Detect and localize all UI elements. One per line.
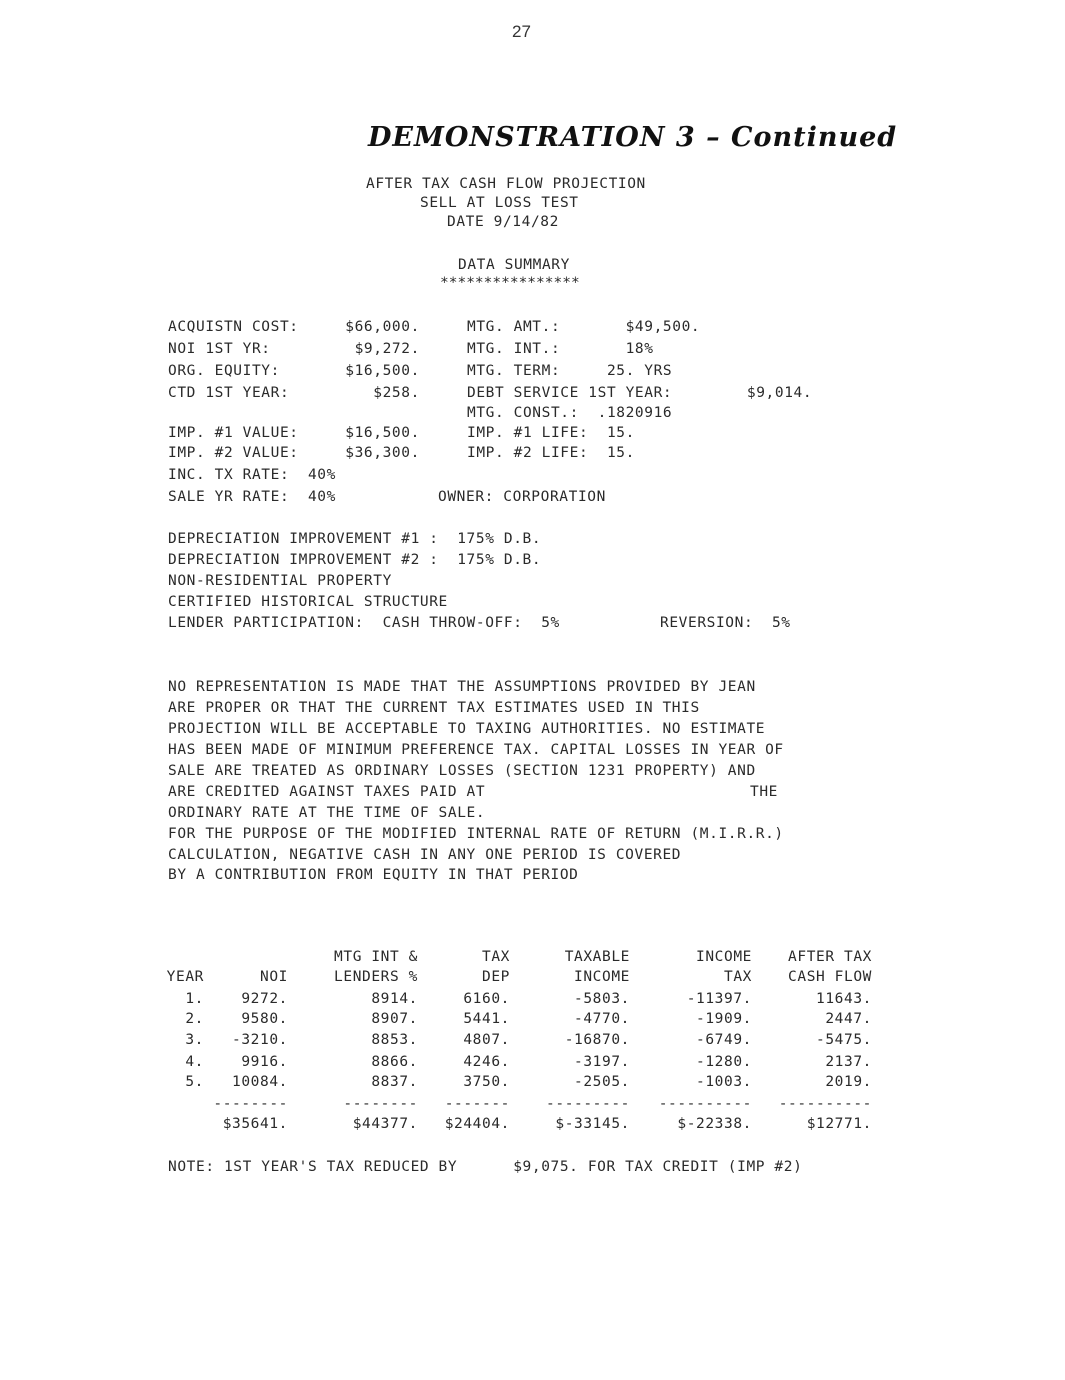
imp2-value: IMP. #2 VALUE: $36,300. [168, 445, 420, 461]
table-row-col-4: -4770. [574, 1011, 630, 1027]
table-row-col-0: 5. [185, 1074, 204, 1090]
table-row-col-6: 11643. [816, 991, 872, 1007]
noi-1st-yr: NOI 1ST YR: $9,272. [168, 341, 420, 357]
table-row-col-1: 9580. [241, 1011, 288, 1027]
mtg-amt: MTG. AMT.: $49,500. [467, 319, 701, 335]
owner: OWNER: CORPORATION [438, 489, 606, 505]
table-row-col-5: -1003. [696, 1074, 752, 1090]
debt-service: DEBT SERVICE 1ST YEAR: $9,014. [467, 385, 813, 401]
table-row-col-4: -16870. [564, 1032, 630, 1048]
table-totals-col-2: $44377. [352, 1116, 418, 1132]
table-row-col-5: -11397. [686, 991, 752, 1007]
historical-structure: CERTIFIED HISTORICAL STRUCTURE [168, 594, 448, 610]
table-totals-col-5: $-22338. [677, 1116, 752, 1132]
table-dashes-col-3: ------- [444, 1096, 510, 1112]
table-header-bottom-col-3: DEP [482, 969, 510, 985]
header-line-3: DATE 9/14/82 [447, 214, 559, 230]
table-dashes-col-5: ---------- [658, 1096, 752, 1112]
table-row-col-1: 9272. [241, 991, 288, 1007]
imp2-life: IMP. #2 LIFE: 15. [467, 445, 635, 461]
depreciation-imp-2: DEPRECIATION IMPROVEMENT #2 : 175% D.B. [168, 552, 542, 568]
table-row-col-0: 4. [185, 1054, 204, 1070]
table-row-col-2: 8866. [371, 1054, 418, 1070]
table-row-col-4: -3197. [574, 1054, 630, 1070]
table-header-bottom-col-2: LENDERS % [334, 969, 418, 985]
page-number: 27 [512, 22, 531, 41]
table-row-col-6: 2137. [825, 1054, 872, 1070]
table-header-bottom-col-0: YEAR [166, 969, 204, 985]
table-dashes-col-1: -------- [213, 1096, 288, 1112]
disclaimer-line: FOR THE PURPOSE OF THE MODIFIED INTERNAL RATE OF RETURN (M.I.R.R.) [168, 826, 784, 842]
table-totals-col-6: $12771. [806, 1116, 872, 1132]
table-row-col-3: 5441. [463, 1011, 510, 1027]
disclaimer-line: ARE CREDITED AGAINST TAXES PAID AT [168, 784, 486, 800]
table-totals-col-1: $35641. [222, 1116, 288, 1132]
table-row-col-3: 4807. [463, 1032, 510, 1048]
table-row-col-5: -1280. [696, 1054, 752, 1070]
table-row-col-0: 3. [185, 1032, 204, 1048]
depreciation-imp-1: DEPRECIATION IMPROVEMENT #1 : 175% D.B. [168, 531, 542, 547]
table-row-col-5: -1909. [696, 1011, 752, 1027]
org-equity: ORG. EQUITY: $16,500. [168, 363, 420, 379]
table-row-col-1: 9916. [241, 1054, 288, 1070]
table-row-col-6: 2447. [825, 1011, 872, 1027]
table-row-col-0: 1. [185, 991, 204, 1007]
table-row-col-2: 8853. [371, 1032, 418, 1048]
disclaimer-line: NO REPRESENTATION IS MADE THAT THE ASSUMPTIONS PROVIDED BY JEAN [168, 679, 756, 695]
table-totals-col-3: $24404. [444, 1116, 510, 1132]
table-row-col-2: 8907. [371, 1011, 418, 1027]
table-dashes-col-6: ---------- [778, 1096, 872, 1112]
imp1-value: IMP. #1 VALUE: $16,500. [168, 425, 420, 441]
handwritten-title: DEMONSTRATION 3 – Continued [368, 122, 898, 153]
table-row-col-3: 4246. [463, 1054, 510, 1070]
mtg-const: MTG. CONST.: .1820916 [467, 405, 673, 421]
table-dashes-col-2: -------- [343, 1096, 418, 1112]
header-line-1: AFTER TAX CASH FLOW PROJECTION [366, 176, 646, 192]
table-row-col-0: 2. [185, 1011, 204, 1027]
reversion: REVERSION: 5% [660, 615, 791, 631]
disclaimer-line: SALE ARE TREATED AS ORDINARY LOSSES (SECTION 1231 PROPERTY) AND [168, 763, 756, 779]
table-header-top-col-2: MTG INT & [334, 949, 418, 965]
table-header-bottom-col-6: CASH FLOW [788, 969, 872, 985]
lender-participation: LENDER PARTICIPATION: CASH THROW-OFF: 5% [168, 615, 560, 631]
table-header-bottom-col-5: TAX [724, 969, 752, 985]
sale-yr-rate: SALE YR RATE: 40% [168, 489, 336, 505]
table-row-col-3: 6160. [463, 991, 510, 1007]
disclaimer-line: HAS BEEN MADE OF MINIMUM PREFERENCE TAX. CAPITAL LOSSES IN YEAR OF [168, 742, 784, 758]
mtg-term: MTG. TERM: 25. YRS [467, 363, 673, 379]
ctd-1st-year: CTD 1ST YEAR: $258. [168, 385, 420, 401]
disclaimer-line: PROJECTION WILL BE ACCEPTABLE TO TAXING AUTHORITIES. NO ESTIMATE [168, 721, 766, 737]
disclaimer-line: ARE PROPER OR THAT THE CURRENT TAX ESTIMATES USED IN THIS [168, 700, 700, 716]
table-row-col-6: 2019. [825, 1074, 872, 1090]
table-header-bottom-col-1: NOI [260, 969, 288, 985]
non-residential: NON-RESIDENTIAL PROPERTY [168, 573, 392, 589]
table-dashes-col-4: --------- [546, 1096, 630, 1112]
table-row-col-5: -6749. [696, 1032, 752, 1048]
table-header-top-col-4: TAXABLE [564, 949, 630, 965]
table-header-top-col-5: INCOME [696, 949, 752, 965]
inc-tx-rate: INC. TX RATE: 40% [168, 467, 336, 483]
table-row-col-6: -5475. [816, 1032, 872, 1048]
header-line-2: SELL AT LOSS TEST [420, 195, 579, 211]
table-header-top-col-6: AFTER TAX [788, 949, 872, 965]
table-row-col-1: 10084. [232, 1074, 288, 1090]
table-row-col-2: 8914. [371, 991, 418, 1007]
table-row-col-2: 8837. [371, 1074, 418, 1090]
disclaimer-line: CALCULATION, NEGATIVE CASH IN ANY ONE PERIOD IS COVERED [168, 847, 682, 863]
table-header-top-col-3: TAX [482, 949, 510, 965]
table-row-col-4: -2505. [574, 1074, 630, 1090]
imp1-life: IMP. #1 LIFE: 15. [467, 425, 635, 441]
summary-title: DATA SUMMARY [458, 257, 570, 273]
disclaimer-the: THE [750, 784, 778, 800]
table-totals-col-4: $-33145. [555, 1116, 630, 1132]
mtg-int: MTG. INT.: 18% [467, 341, 654, 357]
disclaimer-line: ORDINARY RATE AT THE TIME OF SALE. [168, 805, 486, 821]
summary-underline: **************** [440, 275, 580, 291]
acquistn-cost: ACQUISTN COST: $66,000. [168, 319, 420, 335]
table-row-col-3: 3750. [463, 1074, 510, 1090]
note: NOTE: 1ST YEAR'S TAX REDUCED BY $9,075. FOR TAX CREDIT (IMP #2) [168, 1159, 803, 1175]
table-row-col-4: -5803. [574, 991, 630, 1007]
table-row-col-1: -3210. [232, 1032, 288, 1048]
disclaimer-line: BY A CONTRIBUTION FROM EQUITY IN THAT PERIOD [168, 867, 579, 883]
table-header-bottom-col-4: INCOME [574, 969, 630, 985]
